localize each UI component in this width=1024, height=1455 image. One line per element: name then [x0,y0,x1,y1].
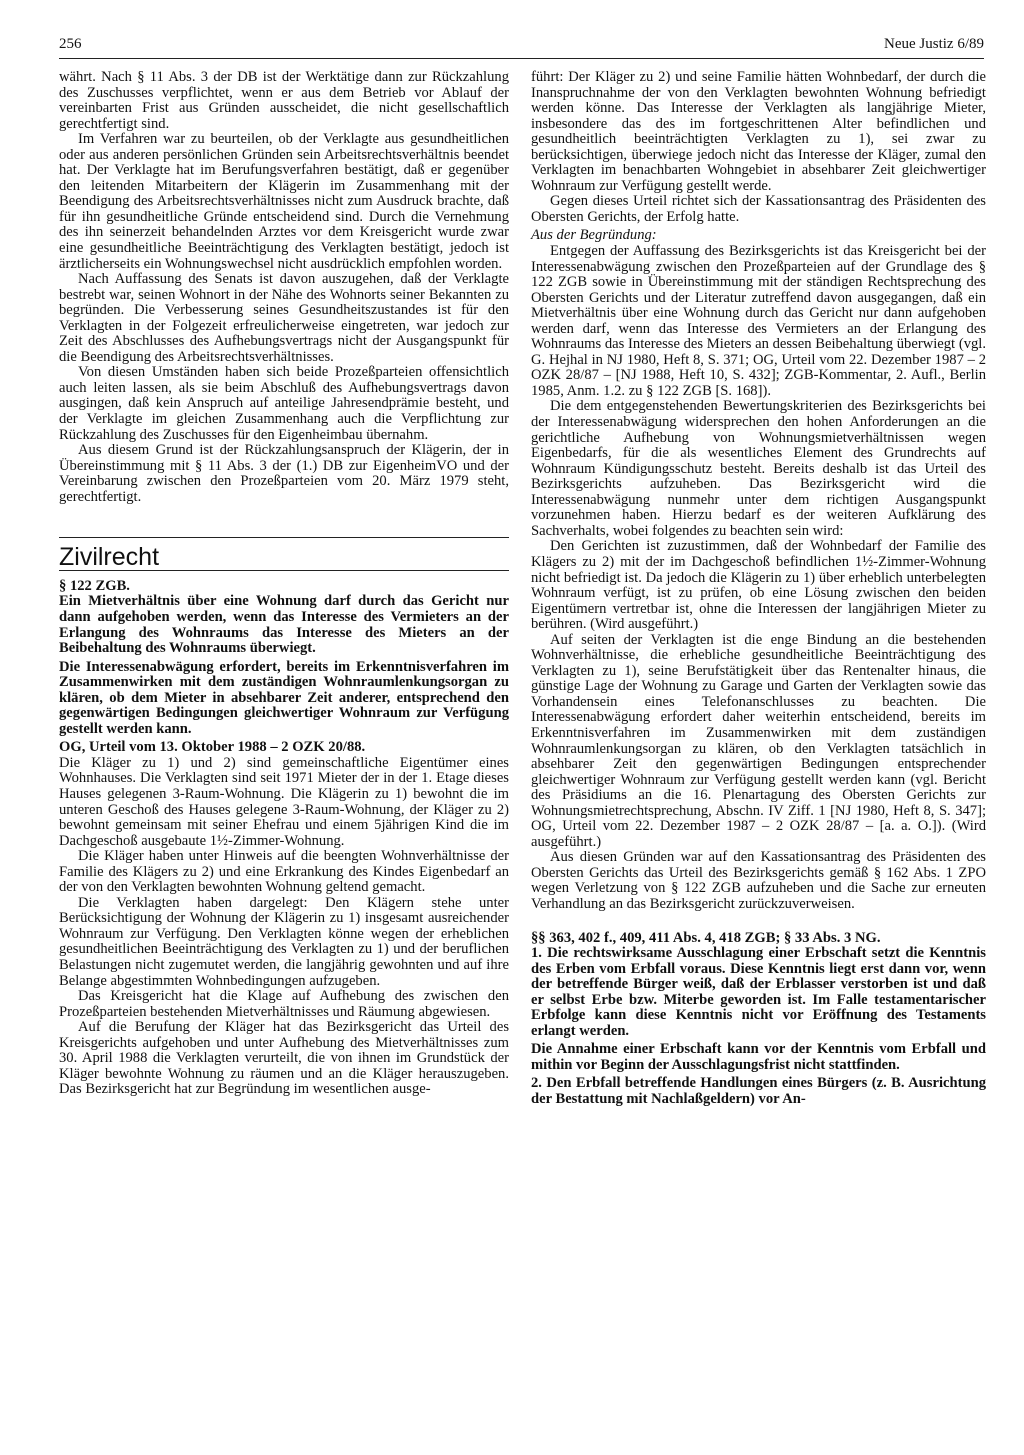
right-column [531,70,986,1111]
legal-norm: §§ 363, 402 f., 409, 411 Abs. 4, 418 ZGB; § 33 Abs. 3 NG. [531,929,881,946]
paragraph: Gegen dieses Urteil richtet sich der Kassationsantrag des Präsidenten des Obersten Gerichts, der Erfolg hatte. [531,193,986,225]
paragraph: Die Kläger haben unter Hinweis auf die beengten Wohnverhältnisse der Familie des Klägers zu 2) und eine Erkrankung des Kindes Eigenbedarf an der von den Verklagten bewohnten Wohnung geltend gemacht. [59,848,509,896]
paragraph: währt. Nach § 11 Abs. 3 der DB ist der Werktätige dann zur Rückzahlung des Zuschusses verpflichtet, wenn er aus dem Betrieb vor Ablauf der vereinbarten Frist aus Gründen ausscheidet, die nicht gesellschaftlich gerechtfertigt sind. [59,69,509,132]
headnote-paragraph: 1. Die rechtswirksame Ausschlagung einer Erbschaft setzt die Kenntnis des Erben vom Erbfall voraus. Diese Kenntnis liegt erst dann vor, wenn der betreffende Bürger weiß, daß der Erblasser verstorben ist und daß er selbst Erbe bzw. Miterbe geworden ist. Im Falle testamentarischer Erbfolge kann diese Kenntnis nicht vor Eröffnung des Testaments erlangt werden. [531,945,986,1039]
paragraph: Im Verfahren war zu beurteilen, ob der Verklagte aus gesundheitlichen oder aus anderen persönlichen Gründen sein Arbeitsrechtsverhältnis beendet hat. Der Verklagte hat im Berufungsverfahren bestätigt, daß er gegenüber den leitenden Mitarbeitern der Klägerin im Zusammenhang mit der Beendigung des Arbeitsrechtsverhältnisses nicht zum Ausdruck brachte, daß für ihn gesundheitliche Gründe entscheidend sind. Durch die Vernehmung des ihn seinerzeit behandelnden Arztes vor dem Kreisgericht wurde zwar eine gesundheitliche Beeinträchtigung des Verklagten bestätigt, jedoch ist ärztlicherseits ein Wohnungswechsel nicht ausdrücklich empfohlen worden. [59,131,509,272]
header-rule [59,58,984,59]
page-number: 256 [59,36,82,52]
left-column [59,70,509,1098]
headnote-paragraph: Die Annahme einer Erbschaft kann vor der Kenntnis vom Erbfall und mithin vor Beginn der Ausschlagungsfrist nicht stattfinden. [531,1041,986,1073]
headnote-paragraph: Ein Mietverhältnis über eine Wohnung darf durch das Gericht nur dann aufgehoben werden, wenn das Interesse des Vermieters an der Erlangung des Wohnraums das Interesse des Mieters an der Beibehaltung des Wohnraums überwiegt. [59,593,509,657]
paragraph: Auf seiten der Verklagten ist die enge Bindung an die bestehenden Wohnverhältnisse, die erhebliche gesundheitliche Beeinträchtigung des Verklagten zu 1), seine Berufstätigkeit über das Rentenalter hinaus, die günstige Lage der Wohnung zu Garage und Garten der Verklagten sowie das Vorhandensein eines Telefonanschlusses zu beachten. Die Interessenabwägung erfordert daher weiterhin entscheidend, bereits im Erkenntnisverfahren im Zusammenwirken mit dem zuständigen Wohnraumlenkungsorgan zu klären, ob den Verklagten tatsächlich in absehbarer Zeit den gegenwärtigen Bedingungen entsprechender gleichwertiger Wohnraum zur Verfügung gestellt werden kann (vgl. Bericht des Präsidiums an die 16. Plenartagung des Obersten Gerichts zur Wohnungsmietrechtsprechung, Abschn. IV Ziff. 1 [NJ 1980, Heft 8, S. 347]; OG, Urteil vom 22. Dezember 1987 – 2 OZK 28/87 – [a. a. O.]). (Wird ausgeführt.) [531,631,986,850]
paragraph: Von diesen Umständen haben sich beide Prozeßparteien offensichtlich auch leiten lassen, als sie beim Abschluß des Aufhebungsvertrags davon ausgingen, daß kein Anspruch auf anteilige Jahresendprämie besteht, und der Verklagte im gleichen Zusammenhang auch die Verpflichtung zur Rückzahlung des Zuschusses für den Eigenheimbau übernahm. [59,364,509,443]
section-title: Zivilrecht [59,537,509,571]
paragraph: Die dem entgegenstehenden Bewertungskriterien des Bezirksgerichts bei der Interessenabwägung widersprechen den hohen Anforderungen an die gerichtliche Aufhebung von Wohnungsmietverhältnissen wegen Eigenbedarfs, für die als wesentliches Element des Grundrechts auf Wohnraum Kündigungsschutz besteht. Bereits deshalb ist das Urteil des Bezirksgerichts aufzuheben. Das Bezirksgericht wird die Interessenabwägung nunmehr unter dem richtigen Ausgangspunkt vorzunehmen haben. Hierzu bedarf es der weiteren Aufklärung des Sachverhalts, wobei folgendes zu beachten sein wird: [531,398,986,539]
paragraph: Entgegen der Auffassung des Bezirksgerichts ist das Kreisgericht bei der Interessenabwägung zwischen den Prozeßparteien auf der Grundlage des § 122 ZGB sowie in Übereinstimmung mit der ständigen Rechtsprechung des Obersten Gerichts und der Literatur zutreffend davon ausgegangen, daß ein Mietverhältnis über eine Wohnung durch das Gericht nur dann aufgehoben werden darf, wenn das Interesse des Vermieters an der Erlangung des Wohnraums das Interesse des Mieters an dessen Beibehaltung überwiegt (vgl. G. Hejhal in NJ 1980, Heft 8, S. 371; OG, Urteil vom 22. Dezember 1987 – 2 OZK 28/87 – [NJ 1988, Heft 10, S. 432]; ZGB-Kommentar, 2. Aufl., Berlin 1985, Anm. 1.2. zu § 122 ZGB [S. 168]). [531,243,986,399]
legal-norm: § 122 ZGB. [59,577,130,594]
reasons-heading: Aus der Begründung: [531,227,657,244]
paragraph: Den Gerichten ist zuzustimmen, daß der Wohnbedarf der Familie des Klägers zu 2) mit der im Dachgeschoß befindlichen 1½-Zimmer-Wohnung nicht befriedigt ist. Da jedoch die Klägerin zu 1) über erheblich unterbelegten Wohnraum verfügt, ist zu prüfen, ob eine Lösung zwischen den beiden Eigentümern vertretbar ist, ohne die Interessen der langjährigen Mieter zu berühren. (Wird ausgeführt.) [531,538,986,633]
case-citation: OG, Urteil vom 13. Oktober 1988 – 2 OZK 20/88. [59,739,366,756]
section-heading-block [59,537,509,571]
headnote [531,946,986,1107]
headnote-paragraph: Die Interessenabwägung erfordert, bereits im Erkenntnisverfahren im Zusammenwirken mit dem zuständigen Wohnraumlenkungsorgan zu klären, ob dem Mieter in absehbarer Zeit anderer, entsprechend den gegenwärtigen Bedingungen gleichwertiger Wohnraum zur Verfügung gestellt werden kann. [59,658,509,737]
paragraph: führt: Der Kläger zu 2) und seine Familie hätten Wohnbedarf, der durch die Inanspruchnahme der von den Verklagten bewohnten Wohnung befriedigt werden könne. Das Interesse der Verklagten als langjährige Mieter, insbesondere das des im fortgeschrittenen Alter befindlichen und gesundheitlich beeinträchtigten Verklagten zu 1), sei zwar zu berücksichtigen, überwiege jedoch nicht das Interesse der Kläger, zumal den Verklagten im benachbarten Wohngebiet in absehbarer Zeit gleichwertiger Wohnraum zur Verfügung gestellt werde. [531,69,986,194]
journal-title: Neue Justiz 6/89 [884,36,984,52]
paragraph: Auf die Berufung der Kläger hat das Bezirksgericht das Urteil des Kreisgerichts aufgehoben und unter Aufhebung des Mietverhältnisses zum 30. April 1988 die Verklagten verurteilt, die von ihnen im Grundstück der Kläger bewohnte Wohnung zu räumen und an die Kläger herauszugeben. Das Bezirksgericht hat zur Begründung im wesentlichen ausge- [59,1019,509,1098]
paragraph: Die Kläger zu 1) und 2) sind gemeinschaftliche Eigentümer eines Wohnhauses. Die Verklagten sind seit 1971 Mieter der in der 1. Etage dieses Hauses gelegenen 3-Raum-Wohnung. Die Klägerin zu 1) bewohnt die im unteren Geschoß des Hauses gelegene 3-Raum-Wohnung, der Kläger zu 2) bewohnt gemeinsam mit seiner Ehefrau und einem 5jährigen Kind die im Dachgeschoß ausgebaute 1½-Zimmer-Wohnung. [59,754,509,849]
page-header [59,36,984,58]
headnote [59,594,509,737]
paragraph: Die Verklagten haben dargelegt: Den Klägern stehe unter Berücksichtigung der Wohnung der Klägerin zu 1) insgesamt ausreichender Wohnraum zur Verfügung. Den Verklagten könne wegen der erheblichen gesundheitlichen Beeinträchtigung des Verklagten zu 1) und der beruflichen Belastungen nicht zugemutet werden, die langjährig gewohnten und auf ihre Belange abgestimmten Wohnbedingungen aufzugeben. [59,894,509,989]
paragraph: Das Kreisgericht hat die Klage auf Aufhebung des zwischen den Prozeßparteien bestehenden Mietverhältnisses und Räumung abgewiesen. [59,988,509,1020]
paragraph: Nach Auffassung des Senats ist davon auszugehen, daß der Verklagte bestrebt war, seinen Wohnort in der Nähe des Wohnorts seiner Bekannten zu begründen. Die Verbesserung seines Gesundheitszustandes ist für den Verklagten in der Folgezeit erfreulicherweise eingetreten, war jedoch zur Zeit des Abschlusses des Aufhebungsvertrags nicht der Ausgangspunkt für die Beendigung des Arbeitsrechtsverhältnisses. [59,271,509,365]
paragraph: Aus diesen Gründen war auf den Kassationsantrag des Präsidenten des Obersten Gerichts das Urteil des Bezirksgerichts gemäß § 162 Abs. 1 ZPO wegen Verletzung von § 122 ZGB aufzuheben und die Sache zur erneuten Verhandlung an das Bezirksgericht zurückzuverweisen. [531,849,986,912]
paragraph: Aus diesem Grund ist der Rückzahlungsanspruch der Klägerin, der in Übereinstimmung mit § 11 Abs. 3 der (1.) DB zur EigenheimVO und der Vereinbarung zwischen den Prozeßparteien vom 20. März 1979 steht, gerechtfertigt. [59,442,509,505]
headnote-paragraph: 2. Den Erbfall betreffende Handlungen eines Bürgers (z. B. Ausrichtung der Bestattung mit Nachlaßgeldern) vor An- [531,1075,986,1107]
